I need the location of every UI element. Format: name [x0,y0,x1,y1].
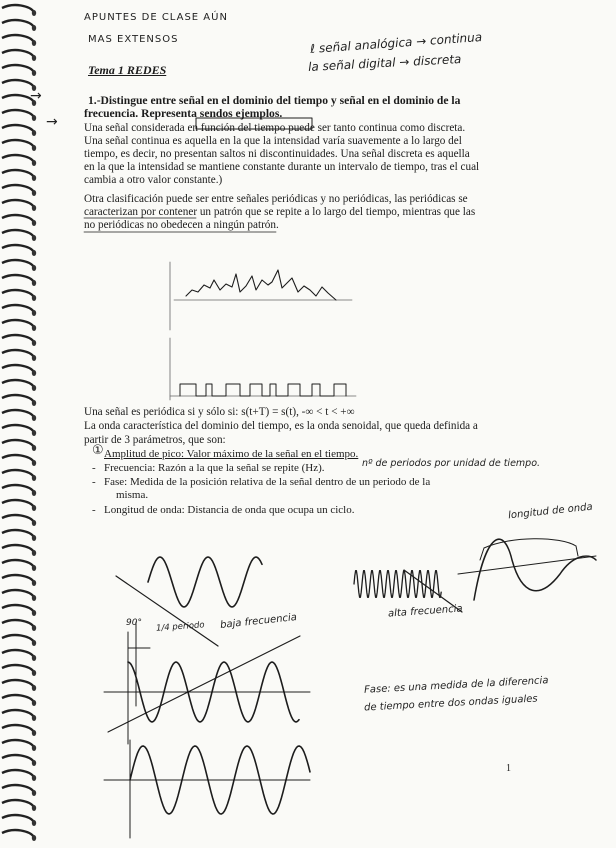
wavelength-brace-ends [480,546,578,560]
para1-line-3: tiempo, es decir, no presentan saltos ni discontinuidades. Una señal discreta es aquella [84,148,470,160]
dash-2: - [92,476,96,488]
para2-line-2: caracterizan por contener un patrón que se repite a lo largo del tiempo, mientras que las [84,206,476,218]
fig1-nonperiodic-signal [186,270,336,300]
phase-degree-label: 90° [126,618,142,628]
question-line-1: 1.-Distingue entre señal en el dominio del tiempo y señal en el dominio de la [88,94,461,107]
dash-1: - [92,462,96,474]
param-phase-cont: misma. [116,489,149,501]
high-frequency-label: alta frecuencia [387,603,463,620]
header-note-1: APUNTES DE CLASE AÚN [84,12,228,23]
param-marker: ① [92,443,104,458]
low-frequency-label: baja frecuencia [219,612,298,631]
para2-line-3: no periódicas no obedecen a ningún patrón. [84,219,279,231]
low-freq-diagonal [116,576,218,646]
right-note-2: la señal digital → discreta [307,51,462,75]
margin-arrow-2: → [46,114,58,130]
fig2-discrete-signal [180,384,346,396]
para3-line-3: partir de 3 parámetros, que son: [84,434,226,446]
wavelength-brace [484,539,576,548]
dash-3: - [92,504,96,516]
para3-line-1: Una señal es periódica si y sólo si: s(t+T) = s(t), -∞ < t < +∞ [84,406,355,418]
phase-note-1: Fase: es una medida de la diferencia [363,675,549,696]
wavelength-label: longitud de onda [507,501,594,522]
param-wavelength: Longitud de onda: Distancia de onda que ocupa un ciclo. [104,504,355,516]
param-phase: Fase: Medida de la posición relativa de la señal dentro de un periodo de la [104,476,431,488]
high-frequency-wave [354,571,441,598]
para2-line-1: Otra clasificación puede ser entre señales periódicas y no periódicas, las periódicas se [84,193,468,205]
para1-line-2: Una señal continua es aquella en la que la intensidad varía suavemente a lo largo del [84,135,462,147]
para3-line-2: La onda característica del dominio del tiempo, es la onda senoidal, que queda definida a [84,420,478,432]
page-number: 1 [506,763,511,774]
param-amplitude: Amplitud de pico: Valor máximo de la señal en el tiempo. [104,448,359,460]
quarter-period-label: 1/4 periodo [155,620,205,634]
page-title: Tema 1 REDES [88,63,167,77]
param-frequency: Frecuencia: Razón a la que la señal se repite (Hz). [104,462,325,474]
para1-line-1: Una señal considerada en función del tiempo puede ser tanto continua como discreta. [84,122,466,134]
margin-arrow-1: → [30,88,42,104]
question-line-2: frecuencia. Representa sendos ejemplos. [84,107,283,120]
frequency-note: nº de periodos por unidad de tiempo. [362,458,541,469]
header-note-2: MAS EXTENSOS [88,34,179,45]
para1-line-4: en la que la intensidad se mantiene constante durante un intervalo de tiempo, tras el cual [84,161,480,173]
para1-line-5: cambia a otro valor constante.) [84,174,223,186]
right-note-1: ℓ señal analógica → continua [309,30,483,56]
low-frequency-wave [148,557,262,607]
phase-note-2: de tiempo entre dos ondas iguales [363,693,538,714]
